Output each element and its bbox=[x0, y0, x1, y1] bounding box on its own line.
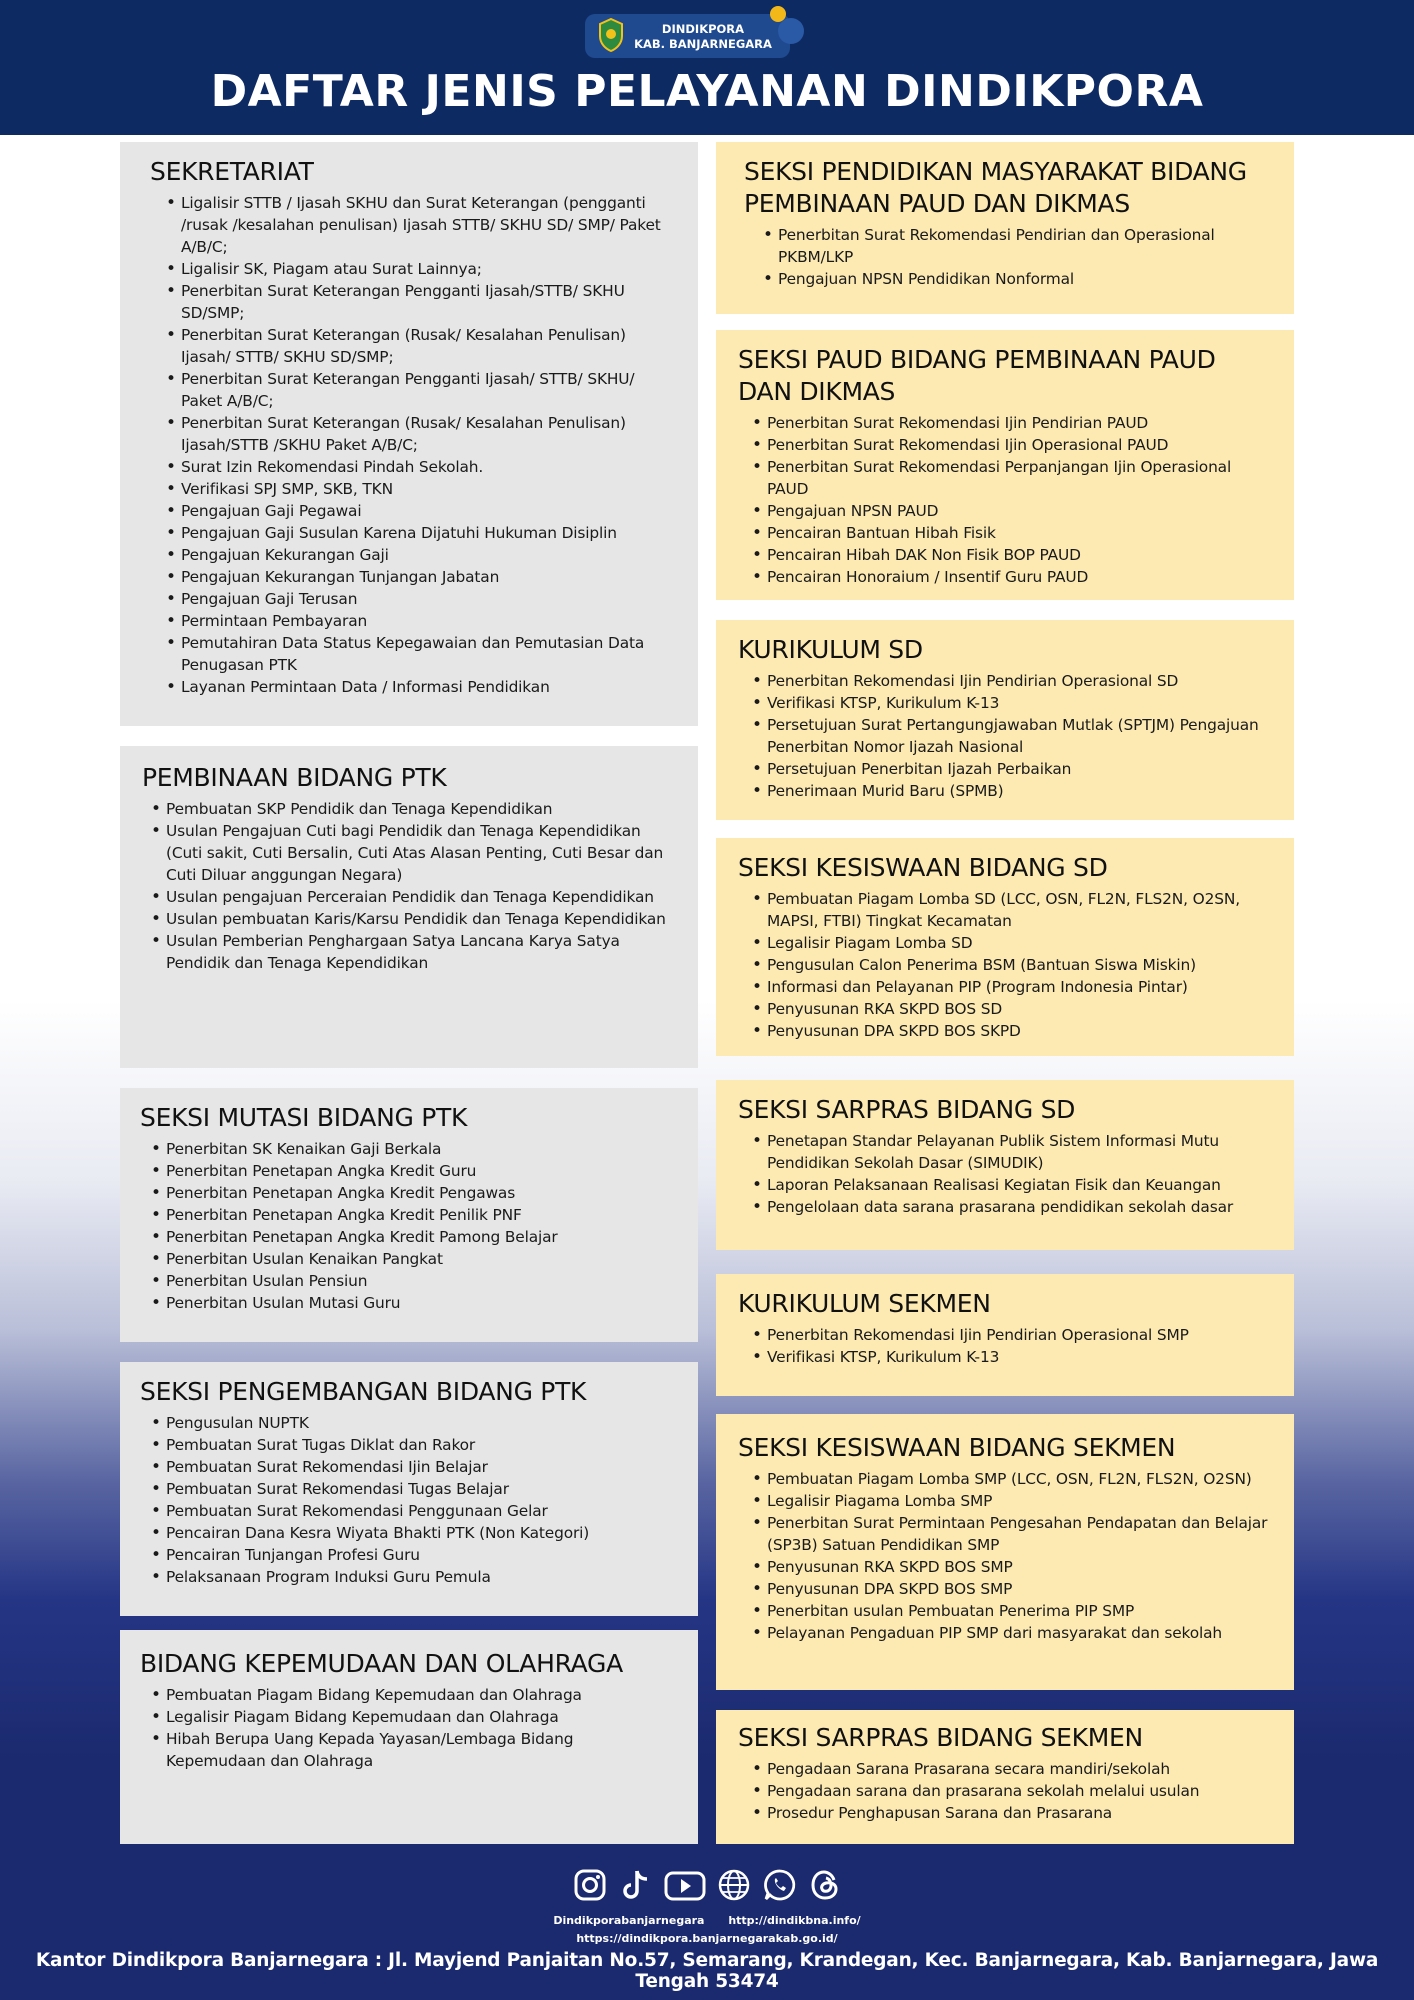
service-item: • Verifikasi KTSP, Kurikulum K-13 bbox=[752, 1346, 1272, 1368]
card-kepemudaan bbox=[120, 1630, 698, 1844]
service-item: • Pengusulan NUPTK bbox=[151, 1412, 676, 1434]
service-item: • Persetujuan Penerbitan Ijazah Perbaikan bbox=[752, 758, 1272, 780]
service-item: • Verifikasi KTSP, Kurikulum K-13 bbox=[752, 692, 1272, 714]
service-list bbox=[738, 888, 1272, 1042]
service-item: • Pembuatan Surat Rekomendasi Tugas Belajar bbox=[151, 1478, 676, 1500]
service-item: • Penyusunan RKA SKPD BOS SD bbox=[752, 998, 1272, 1020]
tiktok-icon[interactable] bbox=[618, 1867, 654, 1903]
service-item: • Penetapan Standar Pelayanan Publik Sistem Informasi Mutu Pendidikan Sekolah Dasar (SIMUDIK) bbox=[752, 1130, 1272, 1174]
service-item: • Laporan Pelaksanaan Realisasi Kegiatan Fisik dan Keuangan bbox=[752, 1174, 1272, 1196]
service-list bbox=[738, 1324, 1272, 1368]
service-item: • Usulan Pemberian Penghargaan Satya Lancana Karya Satya Pendidik dan Tenaga Kependidikan bbox=[151, 930, 676, 974]
service-item: • Penerbitan Surat Keterangan Pengganti Ijasah/ STTB/ SKHU/ Paket A/B/C; bbox=[166, 368, 676, 412]
service-item: • Legalisir Piagam Lomba SD bbox=[752, 932, 1272, 954]
service-item: • Layanan Permintaan Data / Informasi Pendidikan bbox=[166, 676, 676, 698]
service-item: • Usulan pembuatan Karis/Karsu Pendidik dan Tenaga Kependidikan bbox=[151, 908, 676, 930]
service-list bbox=[738, 412, 1272, 588]
card-mutasi-ptk bbox=[120, 1088, 698, 1342]
service-item: • Prosedur Penghapusan Sarana dan Prasarana bbox=[752, 1802, 1272, 1824]
footer-links bbox=[0, 1912, 1414, 1948]
website-link-1[interactable]: http://dindikbna.info/ bbox=[728, 1914, 861, 1927]
service-item: • Pemutahiran Data Status Kepegawaian dan Pemutasian Data Penugasan PTK bbox=[166, 632, 676, 676]
service-item: • Pengelolaan data sarana prasarana pendidikan sekolah dasar bbox=[752, 1196, 1272, 1218]
card-pembinaan-ptk bbox=[120, 746, 698, 1068]
service-item: • Verifikasi SPJ SMP, SKB, TKN bbox=[166, 478, 676, 500]
office-address: Kantor Dindikpora Banjarnegara : Jl. Mayjend Panjaitan No.57, Semarang, Krandegan, Kec. Banjarnegara, Kab. Banjarnegara, Jawa Tengah 53474 bbox=[35, 1950, 1379, 1992]
service-list bbox=[150, 192, 676, 698]
service-item: • Penerbitan Penetapan Angka Kredit Pamong Belajar bbox=[151, 1226, 676, 1248]
service-item: • Penyusunan RKA SKPD BOS SMP bbox=[752, 1556, 1272, 1578]
card-title: SEKSI KESISWAAN BIDANG SD bbox=[738, 853, 1108, 882]
service-item: • Pengajuan Gaji Susulan Karena Dijatuhi Hukuman Disiplin bbox=[166, 522, 676, 544]
service-item: • Penerbitan Surat Permintaan Pengesahan Pendapatan dan Belajar (SP3B) Satuan Pendidikan SMP bbox=[752, 1512, 1272, 1556]
service-item: • Penerbitan Surat Keterangan (Rusak/ Kesalahan Penulisan) Ijasah/ STTB/ SKHU SD/SMP; bbox=[166, 324, 676, 368]
logo-text bbox=[628, 22, 778, 52]
card-title: SEKSI MUTASI BIDANG PTK bbox=[140, 1103, 468, 1132]
service-item: • Pembuatan Piagam Bidang Kepemudaan dan Olahraga bbox=[151, 1684, 676, 1706]
service-item: • Persetujuan Surat Pertangungjawaban Mutlak (SPTJM) Pengajuan Penerbitan Nomor Ijazah Nasional bbox=[752, 714, 1272, 758]
service-item: • Pembuatan Piagam Lomba SD (LCC, OSN, FL2N, FLS2N, O2SN, MAPSI, FTBI) Tingkat Kecamatan bbox=[752, 888, 1272, 932]
service-item: • Penerbitan Rekomendasi Ijin Pendirian Operasional SMP bbox=[752, 1324, 1272, 1346]
service-item: • Penerbitan Usulan Pensiun bbox=[151, 1270, 676, 1292]
card-title: SEKSI KESISWAAN BIDANG SEKMEN bbox=[738, 1433, 1176, 1462]
service-list bbox=[738, 670, 1272, 802]
card-paud bbox=[716, 330, 1294, 600]
card-title: KURIKULUM SEKMEN bbox=[738, 1289, 991, 1318]
service-item: • Penerbitan Usulan Mutasi Guru bbox=[151, 1292, 676, 1314]
service-item: • Pengadaan Sarana Prasarana secara mandiri/sekolah bbox=[752, 1758, 1272, 1780]
service-item: • Penerbitan Penetapan Angka Kredit Guru bbox=[151, 1160, 676, 1182]
card-title: PEMBINAAN BIDANG PTK bbox=[142, 763, 447, 792]
instagram-icon[interactable] bbox=[572, 1867, 608, 1903]
youtube-icon[interactable] bbox=[664, 1867, 706, 1903]
service-item: • Pengajuan Kekurangan Tunjangan Jabatan bbox=[166, 566, 676, 588]
service-item: • Pembuatan Surat Rekomendasi Penggunaan Gelar bbox=[151, 1500, 676, 1522]
service-item: • Penyusunan DPA SKPD BOS SMP bbox=[752, 1578, 1272, 1600]
service-item: • Penerbitan Rekomendasi Ijin Pendirian Operasional SD bbox=[752, 670, 1272, 692]
service-list bbox=[744, 224, 1272, 290]
service-item: • Pengajuan NPSN Pendidikan Nonformal bbox=[763, 268, 1272, 290]
service-item: • Pembuatan Piagam Lomba SMP (LCC, OSN, FL2N, FLS2N, O2SN) bbox=[752, 1468, 1272, 1490]
service-item: • Penyusunan DPA SKPD BOS SKPD bbox=[752, 1020, 1272, 1042]
service-item: • Surat Izin Rekomendasi Pindah Sekolah. bbox=[166, 456, 676, 478]
social-icons bbox=[553, 1867, 863, 1907]
service-item: • Pencairan Bantuan Hibah Fisik bbox=[752, 522, 1272, 544]
threads-icon[interactable] bbox=[808, 1867, 844, 1903]
service-item: • Pembuatan Surat Tugas Diklat dan Rakor bbox=[151, 1434, 676, 1456]
service-item: • Penerbitan Penetapan Angka Kredit Penilik PNF bbox=[151, 1204, 676, 1226]
service-item: • Penerimaan Murid Baru (SPMB) bbox=[752, 780, 1272, 802]
service-item: • Penerbitan Surat Rekomendasi Ijin Operasional PAUD bbox=[752, 434, 1272, 456]
card-pengembangan-ptk bbox=[120, 1362, 698, 1616]
service-item: • Pencairan Tunjangan Profesi Guru bbox=[151, 1544, 676, 1566]
card-title: SEKSI PENGEMBANGAN BIDANG PTK bbox=[140, 1377, 587, 1406]
card-title: SEKSI SARPRAS BIDANG SD bbox=[738, 1095, 1076, 1124]
globe-icon[interactable] bbox=[716, 1867, 752, 1903]
service-item: • Ligalisir STTB / Ijasah SKHU dan Surat Keterangan (pengganti /rusak /kesalahan penulisan) Ijasah STTB/ SKHU SD/ SMP/ Paket A/B/C; bbox=[166, 192, 676, 258]
service-item: • Penerbitan usulan Pembuatan Penerima PIP SMP bbox=[752, 1600, 1272, 1622]
card-sarpras-sekmen bbox=[716, 1710, 1294, 1844]
service-item: • Pengajuan NPSN PAUD bbox=[752, 500, 1272, 522]
service-item: • Informasi dan Pelayanan PIP (Program Indonesia Pintar) bbox=[752, 976, 1272, 998]
crest-icon bbox=[598, 18, 624, 52]
service-item: • Hibah Berupa Uang Kepada Yayasan/Lembaga Bidang Kepemudaan dan Olahraga bbox=[151, 1728, 676, 1772]
service-item: • Pengajuan Gaji Terusan bbox=[166, 588, 676, 610]
whatsapp-icon[interactable] bbox=[762, 1867, 798, 1903]
social-handle: Dindikporabanjarnegara bbox=[553, 1914, 705, 1927]
website-link-2[interactable]: https://dindikpora.banjarnegarakab.go.id/ bbox=[576, 1932, 838, 1945]
logo-line2: KAB. BANJARNEGARA bbox=[634, 37, 772, 51]
service-list bbox=[140, 1412, 676, 1588]
service-item: • Penerbitan Penetapan Angka Kredit Pengawas bbox=[151, 1182, 676, 1204]
service-list bbox=[738, 1468, 1272, 1644]
card-dikmas bbox=[716, 142, 1294, 314]
service-item: • Pelaksanaan Program Induksi Guru Pemula bbox=[151, 1566, 676, 1588]
service-item: • Penerbitan Surat Keterangan Pengganti Ijasah/STTB/ SKHU SD/SMP; bbox=[166, 280, 676, 324]
service-item: • Usulan Pengajuan Cuti bagi Pendidik dan Tenaga Kependidikan (Cuti sakit, Cuti Bersalin, Cuti Atas Alasan Penting, Cuti Besar dan Cuti Diluar anggungan Negara) bbox=[151, 820, 676, 886]
service-item: • Pengadaan sarana dan prasarana sekolah melalui usulan bbox=[752, 1780, 1272, 1802]
service-item: • Ligalisir SK, Piagam atau Surat Lainnya; bbox=[166, 258, 676, 280]
card-kurikulum-sd bbox=[716, 620, 1294, 820]
service-list bbox=[738, 1130, 1272, 1218]
service-list bbox=[140, 1684, 676, 1772]
service-item: • Pencairan Dana Kesra Wiyata Bhakti PTK (Non Kategori) bbox=[151, 1522, 676, 1544]
service-item: • Penerbitan Surat Keterangan (Rusak/ Kesalahan Penulisan) Ijasah/STTB /SKHU Paket A/B/C; bbox=[166, 412, 676, 456]
card-sarpras-sd bbox=[716, 1080, 1294, 1250]
service-item: • Pencairan Honoraium / Insentif Guru PAUD bbox=[752, 566, 1272, 588]
card-title: SEKSI PENDIDIKAN MASYARAKAT BIDANG PEMBINAAN PAUD DAN DIKMAS bbox=[744, 157, 1247, 218]
service-list bbox=[142, 798, 676, 974]
service-item: • Pembuatan Surat Rekomendasi Ijin Belajar bbox=[151, 1456, 676, 1478]
service-item: • Pengajuan Gaji Pegawai bbox=[166, 500, 676, 522]
service-item: • Pelayanan Pengaduan PIP SMP dari masyarakat dan sekolah bbox=[752, 1622, 1272, 1644]
card-title: SEKRETARIAT bbox=[150, 157, 314, 186]
card-sekretariat bbox=[120, 142, 698, 726]
service-item: • Legalisir Piagam Bidang Kepemudaan dan Olahraga bbox=[151, 1706, 676, 1728]
card-title: BIDANG KEPEMUDAAN DAN OLAHRAGA bbox=[140, 1649, 623, 1678]
service-item: • Pembuatan SKP Pendidik dan Tenaga Kependidikan bbox=[151, 798, 676, 820]
service-list bbox=[140, 1138, 676, 1314]
service-item: • Legalisir Piagama Lomba SMP bbox=[752, 1490, 1272, 1512]
logo-dot-blue bbox=[778, 18, 804, 44]
card-title: KURIKULUM SD bbox=[738, 635, 923, 664]
service-item: • Penerbitan Surat Rekomendasi Pendirian dan Operasional PKBM/LKP bbox=[763, 224, 1272, 268]
service-item: • Penerbitan Surat Rekomendasi Perpanjangan Ijin Operasional PAUD bbox=[752, 456, 1272, 500]
card-kesiswaan-sekmen bbox=[716, 1414, 1294, 1690]
card-title: SEKSI SARPRAS BIDANG SEKMEN bbox=[738, 1723, 1143, 1752]
service-list bbox=[738, 1758, 1272, 1824]
service-item: • Usulan pengajuan Perceraian Pendidik dan Tenaga Kependidikan bbox=[151, 886, 676, 908]
service-item: • Pencairan Hibah DAK Non Fisik BOP PAUD bbox=[752, 544, 1272, 566]
page-title: DAFTAR JENIS PELAYANAN DINDIKPORA bbox=[210, 66, 1204, 117]
service-item: • Penerbitan SK Kenaikan Gaji Berkala bbox=[151, 1138, 676, 1160]
card-title: SEKSI PAUD BIDANG PEMBINAAN PAUD DAN DIKMAS bbox=[738, 345, 1216, 406]
service-item: • Pengusulan Calon Penerima BSM (Bantuan Siswa Miskin) bbox=[752, 954, 1272, 976]
service-item: • Penerbitan Surat Rekomendasi Ijin Pendirian PAUD bbox=[752, 412, 1272, 434]
service-item: • Pengajuan Kekurangan Gaji bbox=[166, 544, 676, 566]
service-item: • Permintaan Pembayaran bbox=[166, 610, 676, 632]
service-item: • Penerbitan Usulan Kenaikan Pangkat bbox=[151, 1248, 676, 1270]
card-kurikulum-sekmen bbox=[716, 1274, 1294, 1396]
logo-line1: DINDIKPORA bbox=[661, 22, 745, 36]
card-kesiswaan-sd bbox=[716, 838, 1294, 1056]
